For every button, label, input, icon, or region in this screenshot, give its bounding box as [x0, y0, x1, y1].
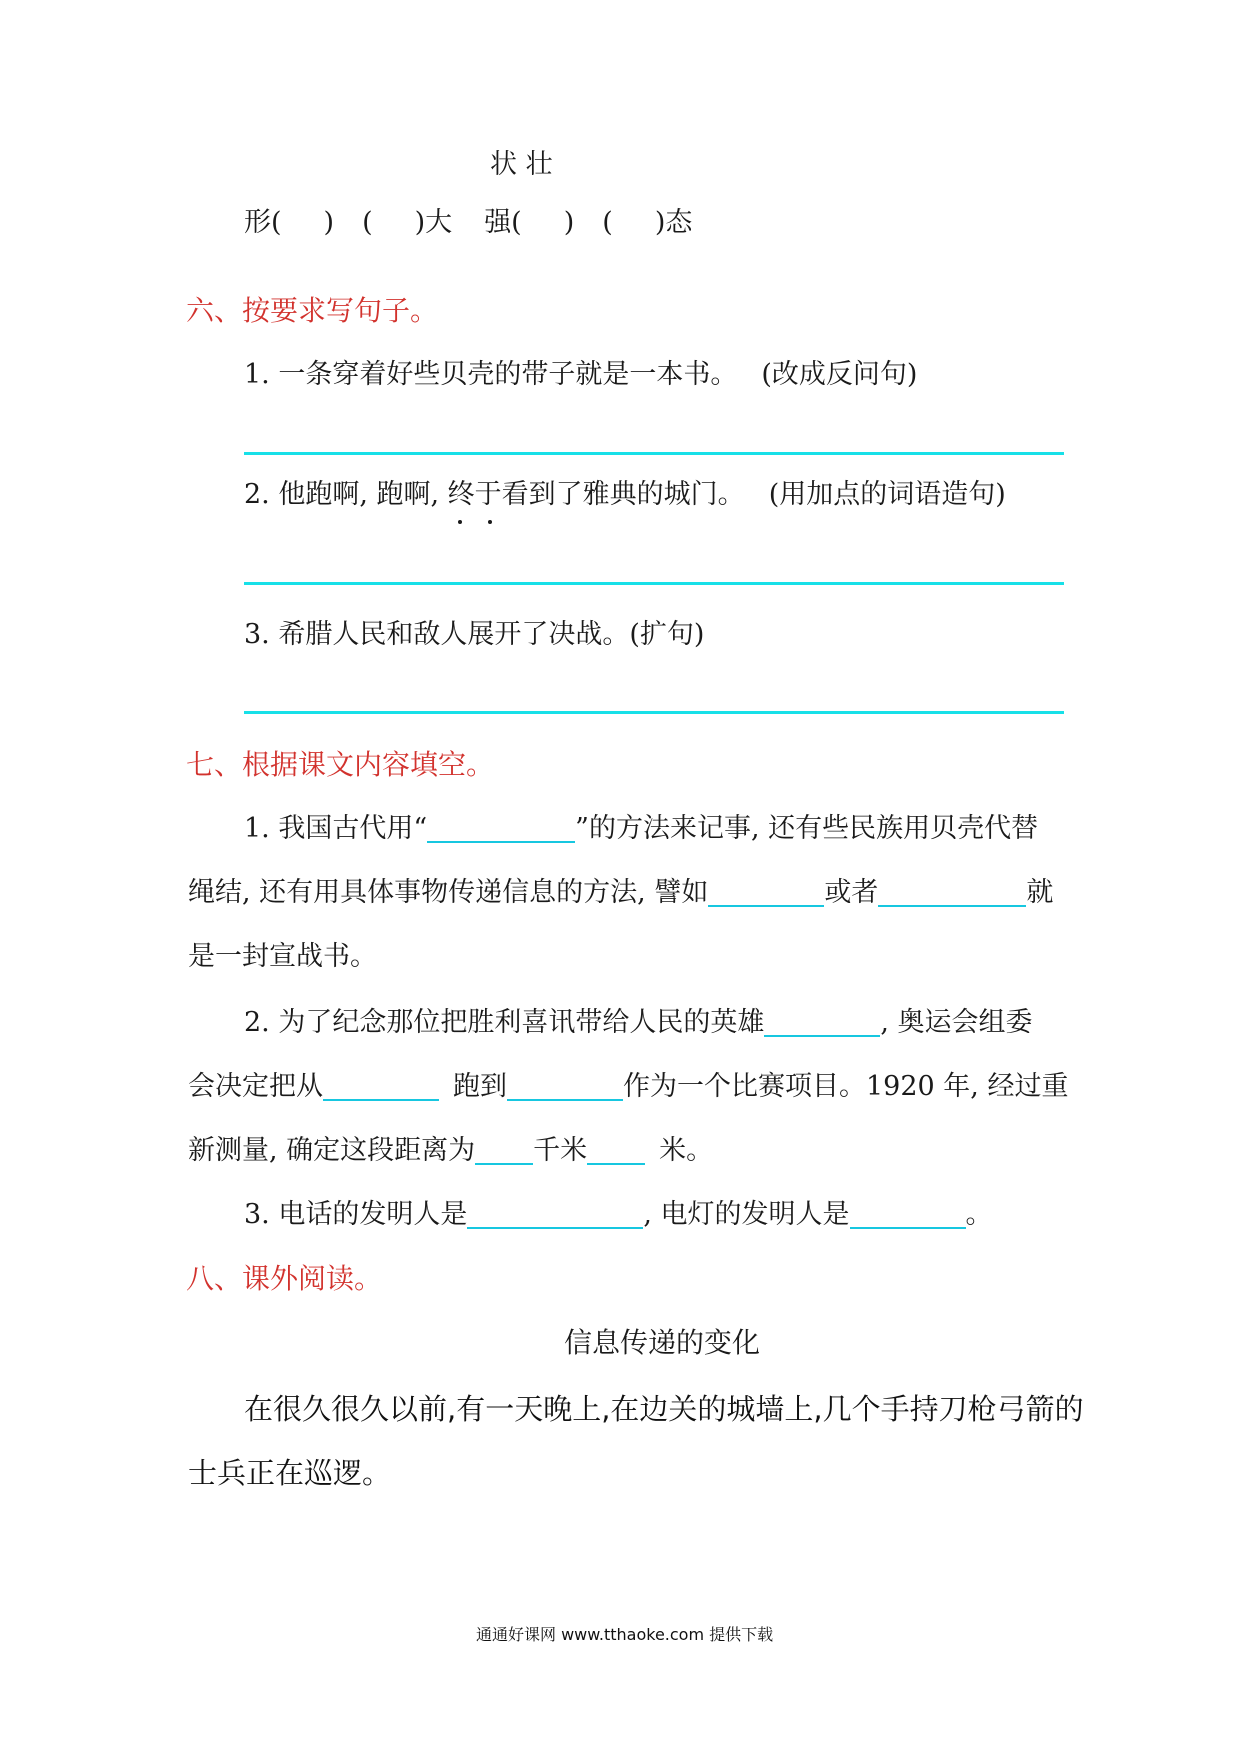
s7-text: 2. 为了纪念那位把胜利喜讯带给人民的英雄: [244, 1007, 765, 1038]
s7-text: ”的方法来记事, 还有些民族用贝壳代替: [575, 813, 1039, 844]
s7-q2-line2: [188, 1070, 1068, 1104]
s7-q1-line1: [244, 812, 1038, 846]
fill-blank[interactable]: [764, 1007, 880, 1037]
s7-q3: [244, 1198, 993, 1232]
s7-q2-line1: [244, 1006, 1033, 1040]
word-frag: 强(: [484, 207, 522, 238]
fill-blank[interactable]: [587, 1135, 645, 1165]
fill-blank[interactable]: [323, 1071, 439, 1101]
s6-q1-text: 1. 一条穿着好些贝壳的带子就是一本书。: [244, 359, 738, 390]
fill-blank[interactable]: [467, 1199, 643, 1229]
emphasis-dot: [458, 520, 462, 524]
answer-line-3[interactable]: [244, 711, 1064, 714]
word-frag: 形(: [244, 207, 282, 238]
word-frag: ): [323, 207, 335, 238]
emphasis-dot: [488, 520, 492, 524]
word-frag: )大: [414, 207, 453, 238]
s7-q1-line3: 是一封宣战书。: [188, 941, 377, 972]
section-8-heading: 八、课外阅读。: [186, 1262, 383, 1295]
s7-text: 绳结, 还有用具体事物传递信息的方法, 譬如: [188, 877, 709, 908]
s6-q2-note: (用加点的词语造句): [768, 479, 1006, 510]
section-7-heading: 七、根据课文内容填空。: [186, 748, 495, 781]
s7-text: 1. 我国古代用“: [244, 813, 428, 844]
s7-text: 3. 电话的发明人是: [244, 1199, 468, 1230]
s7-q1-line2: [188, 876, 1053, 910]
fill-blank[interactable]: [475, 1135, 533, 1165]
s6-q3: 3. 希腊人民和敌人展开了决战。(扩句): [244, 619, 705, 650]
s7-text: 就: [1026, 877, 1054, 908]
s7-q2-line3: [188, 1134, 713, 1168]
fill-blank[interactable]: [708, 877, 824, 907]
article-para-line2: 士兵正在巡逻。: [188, 1456, 392, 1490]
s7-text: 。: [965, 1199, 993, 1230]
answer-line-1[interactable]: [244, 452, 1064, 455]
section-6-heading: 六、按要求写句子。: [186, 294, 439, 327]
fill-blank[interactable]: [427, 813, 575, 843]
fill-blank[interactable]: [878, 877, 1026, 907]
s7-text: , 电灯的发明人是: [643, 1199, 850, 1230]
s6-q2-text: 2. 他跑啊, 跑啊, 终于看到了雅典的城门。: [244, 479, 745, 510]
s7-text: , 奥运会组委: [880, 1007, 1033, 1038]
s7-text: 会决定把从: [188, 1071, 323, 1102]
fill-blank[interactable]: [850, 1199, 966, 1229]
word-frag: ): [563, 207, 575, 238]
answer-line-2[interactable]: [244, 582, 1064, 585]
s7-text: 新测量, 确定这段距离为: [188, 1135, 476, 1166]
s7-text: 跑到: [453, 1071, 507, 1102]
s7-text: 米。: [659, 1135, 714, 1166]
s7-text: 千米: [533, 1135, 588, 1166]
footer-credit: 通通好课网 www.tthaoke.com 提供下载: [476, 1625, 774, 1644]
s6-q1-note: (改成反问句): [761, 359, 918, 390]
article-para-line1: 在很久很久以前,有一天晚上,在边关的城墙上,几个手持刀枪弓箭的: [244, 1392, 1084, 1426]
word-pair-header: 状 壮: [490, 149, 553, 180]
word-frag: )态: [654, 207, 693, 238]
s7-text: 或者: [824, 877, 879, 908]
word-pair-row: [244, 206, 692, 240]
s6-q2: [244, 478, 1006, 512]
word-frag: (: [362, 207, 373, 238]
article-title: 信息传递的变化: [564, 1326, 761, 1359]
word-frag: (: [602, 207, 613, 238]
fill-blank[interactable]: [507, 1071, 623, 1101]
s7-text: 作为一个比赛项目。1920 年, 经过重: [623, 1071, 1069, 1102]
s6-q1: [244, 358, 917, 392]
